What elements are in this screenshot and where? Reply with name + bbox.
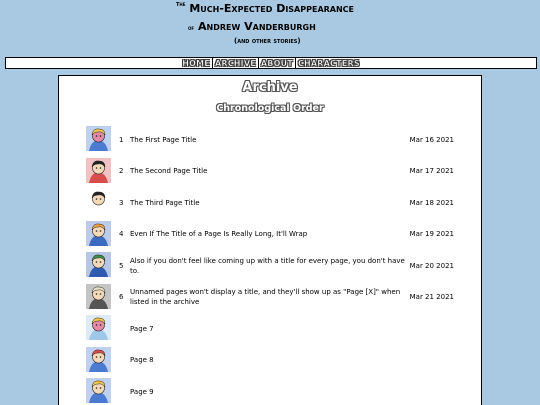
page-thumbnail[interactable] xyxy=(86,347,111,372)
page-number: 2 xyxy=(119,167,124,176)
page-date: Mar 18 2021 xyxy=(409,198,454,207)
logo-subtitle: (and other stories) xyxy=(234,37,301,45)
archive-row[interactable] xyxy=(86,345,466,377)
page-subtitle: Chronological Order xyxy=(216,103,324,114)
logo-of: of xyxy=(188,25,195,32)
archive-list xyxy=(86,124,466,405)
nav-about-link[interactable]: ABOUT xyxy=(260,58,293,68)
archive-row[interactable] xyxy=(86,219,466,251)
archive-row[interactable] xyxy=(86,124,466,156)
page-thumbnail[interactable] xyxy=(86,378,111,403)
nav-archive-link[interactable]: ARCHIVE xyxy=(214,58,256,68)
archive-row[interactable] xyxy=(86,282,466,314)
logo-line-2 xyxy=(188,21,316,32)
page-title-link[interactable]: The First Page Title xyxy=(130,135,197,144)
logo-title: Much-Expected Disappearance xyxy=(189,2,355,15)
nav-home-link[interactable]: HOME xyxy=(182,58,210,68)
archive-row[interactable] xyxy=(86,250,466,282)
page-number: 3 xyxy=(119,198,124,207)
nav-bar xyxy=(5,57,537,69)
page-title-link[interactable]: Page 7 xyxy=(130,324,154,333)
page-thumbnail[interactable] xyxy=(86,252,111,277)
page-date: Mar 19 2021 xyxy=(409,230,454,239)
page-date: Mar 17 2021 xyxy=(409,167,454,176)
page-number: 1 xyxy=(119,135,124,144)
page-title: Archive xyxy=(242,80,298,95)
page-thumbnail[interactable] xyxy=(86,284,111,309)
nav-divider xyxy=(295,58,296,68)
page-title-link[interactable]: Unnamed pages won't display a title, and they'll show up as "Page [X]" when listed in the archive xyxy=(130,288,401,307)
archive-row[interactable] xyxy=(86,313,466,345)
page-date: Mar 21 2021 xyxy=(409,293,454,302)
page-date: Mar 16 2021 xyxy=(409,135,454,144)
archive-row[interactable] xyxy=(86,187,466,219)
page-thumbnail[interactable] xyxy=(86,189,111,214)
page-number: 5 xyxy=(119,261,124,270)
site-logo[interactable] xyxy=(176,0,366,52)
archive-panel xyxy=(58,75,482,405)
page-title-link[interactable]: Even If The Title of a Page Is Really Long, It'll Wrap xyxy=(130,230,308,239)
logo-the: The xyxy=(176,2,186,8)
page-title-link[interactable]: Also if you don't feel like coming up with a title for every page, you don't have to. xyxy=(130,256,405,275)
page-thumbnail[interactable] xyxy=(86,126,111,151)
page-title-link[interactable]: Page 9 xyxy=(130,387,154,396)
nav-divider xyxy=(212,58,213,68)
logo-line-1 xyxy=(176,3,354,14)
page-thumbnail[interactable] xyxy=(86,315,111,340)
logo-name: Andrew Vanderburgh xyxy=(197,20,316,33)
page-number: 6 xyxy=(119,293,124,302)
page-date: Mar 20 2021 xyxy=(409,261,454,270)
page-thumbnail[interactable] xyxy=(86,221,111,246)
page-title-link[interactable]: The Third Page Title xyxy=(130,198,200,207)
nav-divider xyxy=(258,58,259,68)
page-title-link[interactable]: The Second Page Title xyxy=(130,167,208,176)
archive-row[interactable] xyxy=(86,156,466,188)
archive-row[interactable] xyxy=(86,376,466,405)
page-thumbnail[interactable] xyxy=(86,158,111,183)
nav-characters-link[interactable]: CHARACTERS xyxy=(297,58,360,68)
page-title-link[interactable]: Page 8 xyxy=(130,356,154,365)
page-number: 4 xyxy=(119,230,124,239)
